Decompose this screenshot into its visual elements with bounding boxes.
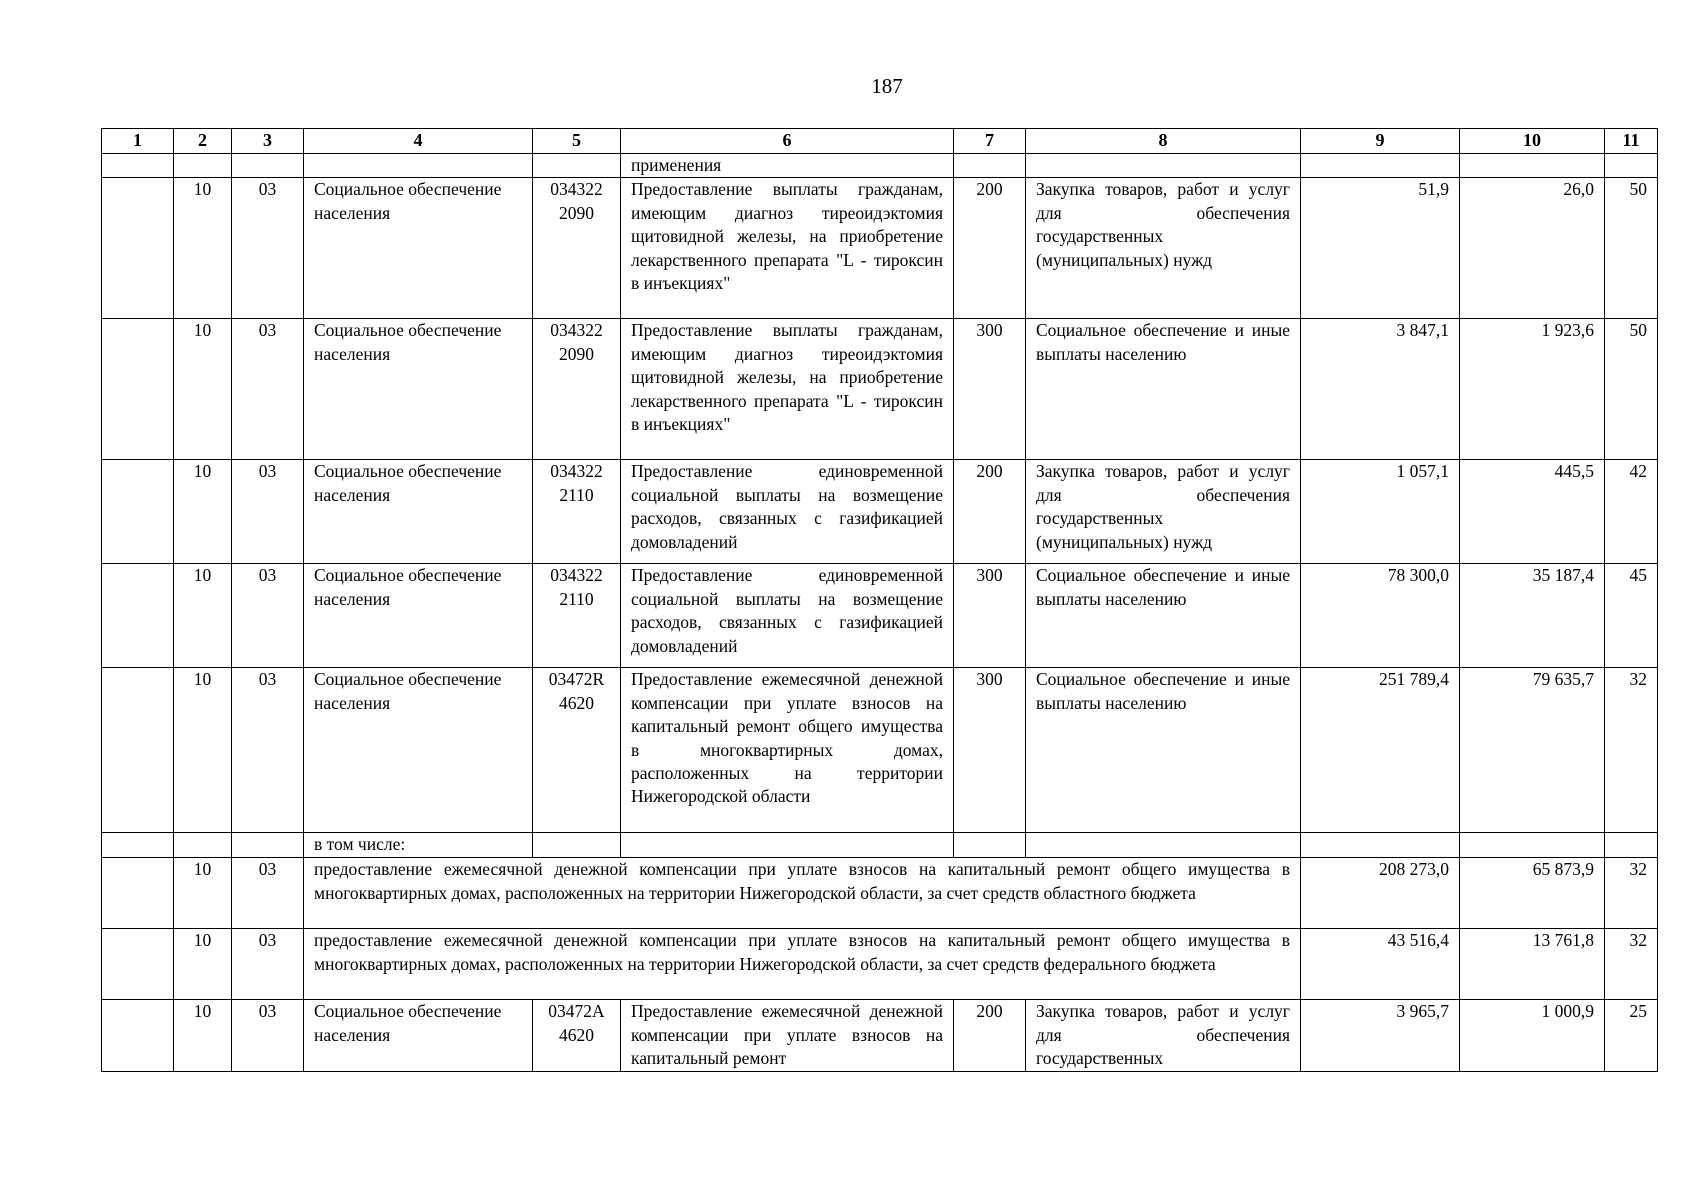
expense-description: Предоставление выплаты гражданам, имеющим диагноз тиреоидэктомия щитовидной железы, на приобретение лекарственного препарата "L - тироксин в инъекциях" — [621, 178, 954, 319]
expense-type-code: 200 — [954, 178, 1026, 319]
section-code: 10 — [174, 564, 232, 668]
expense-type-code: 300 — [954, 564, 1026, 668]
table-row — [102, 460, 1658, 564]
plan-amount: 208 273,0 — [1301, 858, 1460, 929]
plan-amount: 1 057,1 — [1301, 460, 1460, 564]
actual-amount: 35 187,4 — [1460, 564, 1605, 668]
table-row — [102, 564, 1658, 668]
subsection-code: 03 — [232, 858, 304, 929]
section-name: Социальное обеспечение населения — [304, 460, 533, 564]
subsection-code: 03 — [232, 319, 304, 460]
table-row — [102, 668, 1658, 833]
col-header-2: 2 — [174, 129, 232, 154]
target-code: 034322 2090 — [533, 178, 621, 319]
subsection-code: 03 — [232, 460, 304, 564]
table-row — [102, 319, 1658, 460]
section-name: Социальное обеспечение населения — [304, 668, 533, 833]
plan-amount: 3 965,7 — [1301, 1000, 1460, 1071]
section-code: 10 — [174, 858, 232, 929]
sub-item-description: предоставление ежемесячной денежной компенсации при уплате взносов на капитальный ремонт общего имущества в многоквартирных домах, расположенных на территории Нижегородской области, за счет средств областного бюджета — [304, 858, 1301, 929]
section-name: Социальное обеспечение населения — [304, 1000, 533, 1071]
actual-amount: 26,0 — [1460, 178, 1605, 319]
plan-amount: 251 789,4 — [1301, 668, 1460, 833]
section-code: 10 — [174, 929, 232, 1000]
sub-item-description: предоставление ежемесячной денежной компенсации при уплате взносов на капитальный ремонт общего имущества в многоквартирных домах, расположенных на территории Нижегородской области, за счет средств федерального бюджета — [304, 929, 1301, 1000]
subsection-code: 03 — [232, 1000, 304, 1071]
expense-type-code: 200 — [954, 460, 1026, 564]
expense-type-name: Социальное обеспечение и иные выплаты населению — [1026, 668, 1301, 833]
expense-type-code: 300 — [954, 668, 1026, 833]
actual-amount: 65 873,9 — [1460, 858, 1605, 929]
plan-amount: 78 300,0 — [1301, 564, 1460, 668]
section-name: Социальное обеспечение населения — [304, 319, 533, 460]
subsection-code: 03 — [232, 929, 304, 1000]
percent: 25 — [1605, 1000, 1658, 1071]
expense-description: Предоставление ежемесячной денежной компенсации при уплате взносов на капитальный ремонт общего имущества в многоквартирных домах, расположенных на территории Нижегородской области — [621, 668, 954, 833]
expense-description: Предоставление единовременной социальной выплаты на возмещение расходов, связанных с газификацией домовладений — [621, 564, 954, 668]
expense-type-code: 200 — [954, 1000, 1026, 1071]
including-label: в том числе: — [304, 833, 533, 858]
actual-amount: 1 923,6 — [1460, 319, 1605, 460]
expense-description: Предоставление ежемесячной денежной компенсации при уплате взносов на капитальный ремонт — [621, 1000, 954, 1071]
percent: 42 — [1605, 460, 1658, 564]
section-code: 10 — [174, 1000, 232, 1071]
expense-description: Предоставление единовременной социальной выплаты на возмещение расходов, связанных с газификацией домовладений — [621, 460, 954, 564]
including-row — [102, 833, 1658, 858]
section-name: Социальное обеспечение населения — [304, 564, 533, 668]
subsection-code: 03 — [232, 178, 304, 319]
continuation-row — [102, 154, 1658, 178]
section-code: 10 — [174, 460, 232, 564]
col-header-3: 3 — [232, 129, 304, 154]
percent: 32 — [1605, 668, 1658, 833]
budget-table — [101, 128, 1658, 1072]
expense-type-name: Закупка товаров, работ и услуг для обеспечения государственных — [1026, 1000, 1301, 1071]
section-code: 10 — [174, 668, 232, 833]
col-header-6: 6 — [621, 129, 954, 154]
actual-amount: 445,5 — [1460, 460, 1605, 564]
percent: 45 — [1605, 564, 1658, 668]
page-number: 187 — [871, 74, 903, 98]
continuation-text: применения — [621, 154, 954, 178]
col-header-5: 5 — [533, 129, 621, 154]
col-header-4: 4 — [304, 129, 533, 154]
target-code: 034322 2110 — [533, 564, 621, 668]
subsection-code: 03 — [232, 564, 304, 668]
col-header-9: 9 — [1301, 129, 1460, 154]
table-row — [102, 1000, 1658, 1071]
actual-amount: 13 761,8 — [1460, 929, 1605, 1000]
expense-description: Предоставление выплаты гражданам, имеющим диагноз тиреоидэктомия щитовидной железы, на приобретение лекарственного препарата "L - тироксин в инъекциях" — [621, 319, 954, 460]
col-header-1: 1 — [102, 129, 174, 154]
col-header-7: 7 — [954, 129, 1026, 154]
plan-amount: 43 516,4 — [1301, 929, 1460, 1000]
section-code: 10 — [174, 178, 232, 319]
actual-amount: 79 635,7 — [1460, 668, 1605, 833]
expense-type-name: Закупка товаров, работ и услуг для обеспечения государственных (муниципальных) нужд — [1026, 178, 1301, 319]
section-name: Социальное обеспечение населения — [304, 178, 533, 319]
expense-type-code: 300 — [954, 319, 1026, 460]
percent: 32 — [1605, 858, 1658, 929]
subsection-code: 03 — [232, 668, 304, 833]
expense-type-name: Социальное обеспечение и иные выплаты населению — [1026, 319, 1301, 460]
target-code: 034322 2110 — [533, 460, 621, 564]
expense-type-name: Закупка товаров, работ и услуг для обеспечения государственных (муниципальных) нужд — [1026, 460, 1301, 564]
table-row — [102, 858, 1658, 929]
table-row — [102, 178, 1658, 319]
plan-amount: 51,9 — [1301, 178, 1460, 319]
target-code: 034322 2090 — [533, 319, 621, 460]
section-code: 10 — [174, 319, 232, 460]
percent: 50 — [1605, 319, 1658, 460]
table-row — [102, 929, 1658, 1000]
actual-amount: 1 000,9 — [1460, 1000, 1605, 1071]
col-header-10: 10 — [1460, 129, 1605, 154]
expense-type-name: Социальное обеспечение и иные выплаты населению — [1026, 564, 1301, 668]
target-code: 03472A 4620 — [533, 1000, 621, 1071]
col-header-8: 8 — [1026, 129, 1301, 154]
target-code: 03472R 4620 — [533, 668, 621, 833]
plan-amount: 3 847,1 — [1301, 319, 1460, 460]
column-number-row — [102, 129, 1658, 154]
percent: 32 — [1605, 929, 1658, 1000]
col-header-11: 11 — [1605, 129, 1658, 154]
percent: 50 — [1605, 178, 1658, 319]
